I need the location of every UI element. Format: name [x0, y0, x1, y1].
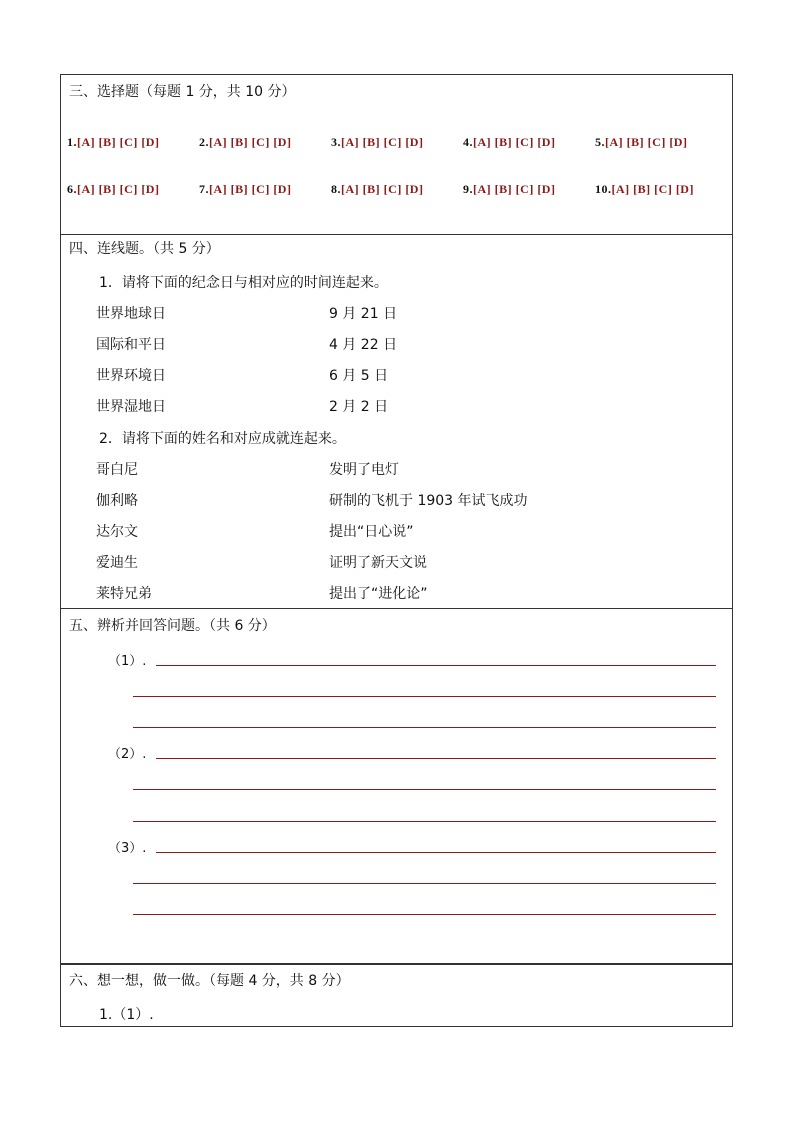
matching-right-item[interactable]: 研制的飞机于 1903 年试飞成功: [329, 493, 528, 509]
section-title: 三、选择题（每题 1 分，共 10 分）: [69, 84, 296, 100]
section-matching: [60, 234, 733, 609]
answer-label-3: （3）.: [108, 841, 147, 856]
matching-right-item[interactable]: 6 月 5 日: [329, 368, 389, 384]
section-title: 五、辨析并回答问题。（共 6 分）: [69, 618, 276, 634]
choice-row: [61, 135, 732, 153]
answer-line[interactable]: [133, 789, 716, 790]
matching-right-item[interactable]: 提出了“进化论”: [329, 586, 428, 602]
matching-right-item[interactable]: 9 月 21 日: [329, 306, 398, 322]
choice-question-3[interactable]: 3.[A] [B] [C] [D]: [331, 135, 424, 149]
matching-left-item[interactable]: 达尔文: [96, 524, 138, 540]
matching-left-item[interactable]: 莱特兄弟: [96, 586, 152, 602]
matching-right-item[interactable]: 发明了电灯: [329, 462, 399, 478]
matching-left-item[interactable]: 世界环境日: [96, 368, 166, 384]
matching-right-item[interactable]: 证明了新天文说: [329, 555, 427, 571]
matching-question-1-prompt: 1．请将下面的纪念日与相对应的时间连起来。: [99, 275, 388, 291]
matching-left-item[interactable]: 哥白尼: [96, 462, 138, 478]
choice-question-9[interactable]: 9.[A] [B] [C] [D]: [463, 182, 556, 196]
matching-left-item[interactable]: 世界湿地日: [96, 399, 166, 415]
matching-left-item[interactable]: 伽利略: [96, 493, 138, 509]
section-think-and-do: [60, 963, 733, 1027]
section-analysis: [60, 608, 733, 965]
matching-right-item[interactable]: 4 月 22 日: [329, 337, 398, 353]
matching-left-item[interactable]: 国际和平日: [96, 337, 166, 353]
matching-right-item[interactable]: 提出“日心说”: [329, 524, 414, 540]
section-title: 四、连线题。（共 5 分）: [69, 241, 220, 257]
choice-question-6[interactable]: 6.[A] [B] [C] [D]: [67, 182, 160, 196]
answer-line[interactable]: [133, 914, 716, 915]
choice-question-1[interactable]: 1.[A] [B] [C] [D]: [67, 135, 160, 149]
answer-line[interactable]: [133, 727, 716, 728]
answer-line[interactable]: [133, 696, 716, 697]
section-title: 六、想一想，做一做。（每题 4 分，共 8 分）: [69, 973, 350, 989]
answer-sheet: [60, 74, 733, 1027]
answer-label-1: （1）.: [108, 654, 147, 669]
answer-line[interactable]: [133, 883, 716, 884]
matching-left-item[interactable]: 世界地球日: [96, 306, 166, 322]
choice-question-5[interactable]: 5.[A] [B] [C] [D]: [595, 135, 688, 149]
choice-question-2[interactable]: 2.[A] [B] [C] [D]: [199, 135, 292, 149]
matching-left-item[interactable]: 爱迪生: [96, 555, 138, 571]
choice-row: [61, 182, 732, 200]
choice-question-4[interactable]: 4.[A] [B] [C] [D]: [463, 135, 556, 149]
answer-line[interactable]: [133, 821, 716, 822]
answer-line[interactable]: [156, 665, 716, 666]
answer-line[interactable]: [156, 852, 716, 853]
matching-question-2-prompt: 2．请将下面的姓名和对应成就连起来。: [99, 431, 346, 447]
question-1-1-label: 1.（1）.: [99, 1007, 154, 1023]
choice-question-8[interactable]: 8.[A] [B] [C] [D]: [331, 182, 424, 196]
choice-question-10[interactable]: 10.[A] [B] [C] [D]: [595, 182, 694, 196]
section-multiple-choice: [60, 74, 733, 235]
matching-right-item[interactable]: 2 月 2 日: [329, 399, 389, 415]
answer-label-2: （2）.: [108, 747, 147, 762]
answer-line[interactable]: [156, 758, 716, 759]
choice-question-7[interactable]: 7.[A] [B] [C] [D]: [199, 182, 292, 196]
